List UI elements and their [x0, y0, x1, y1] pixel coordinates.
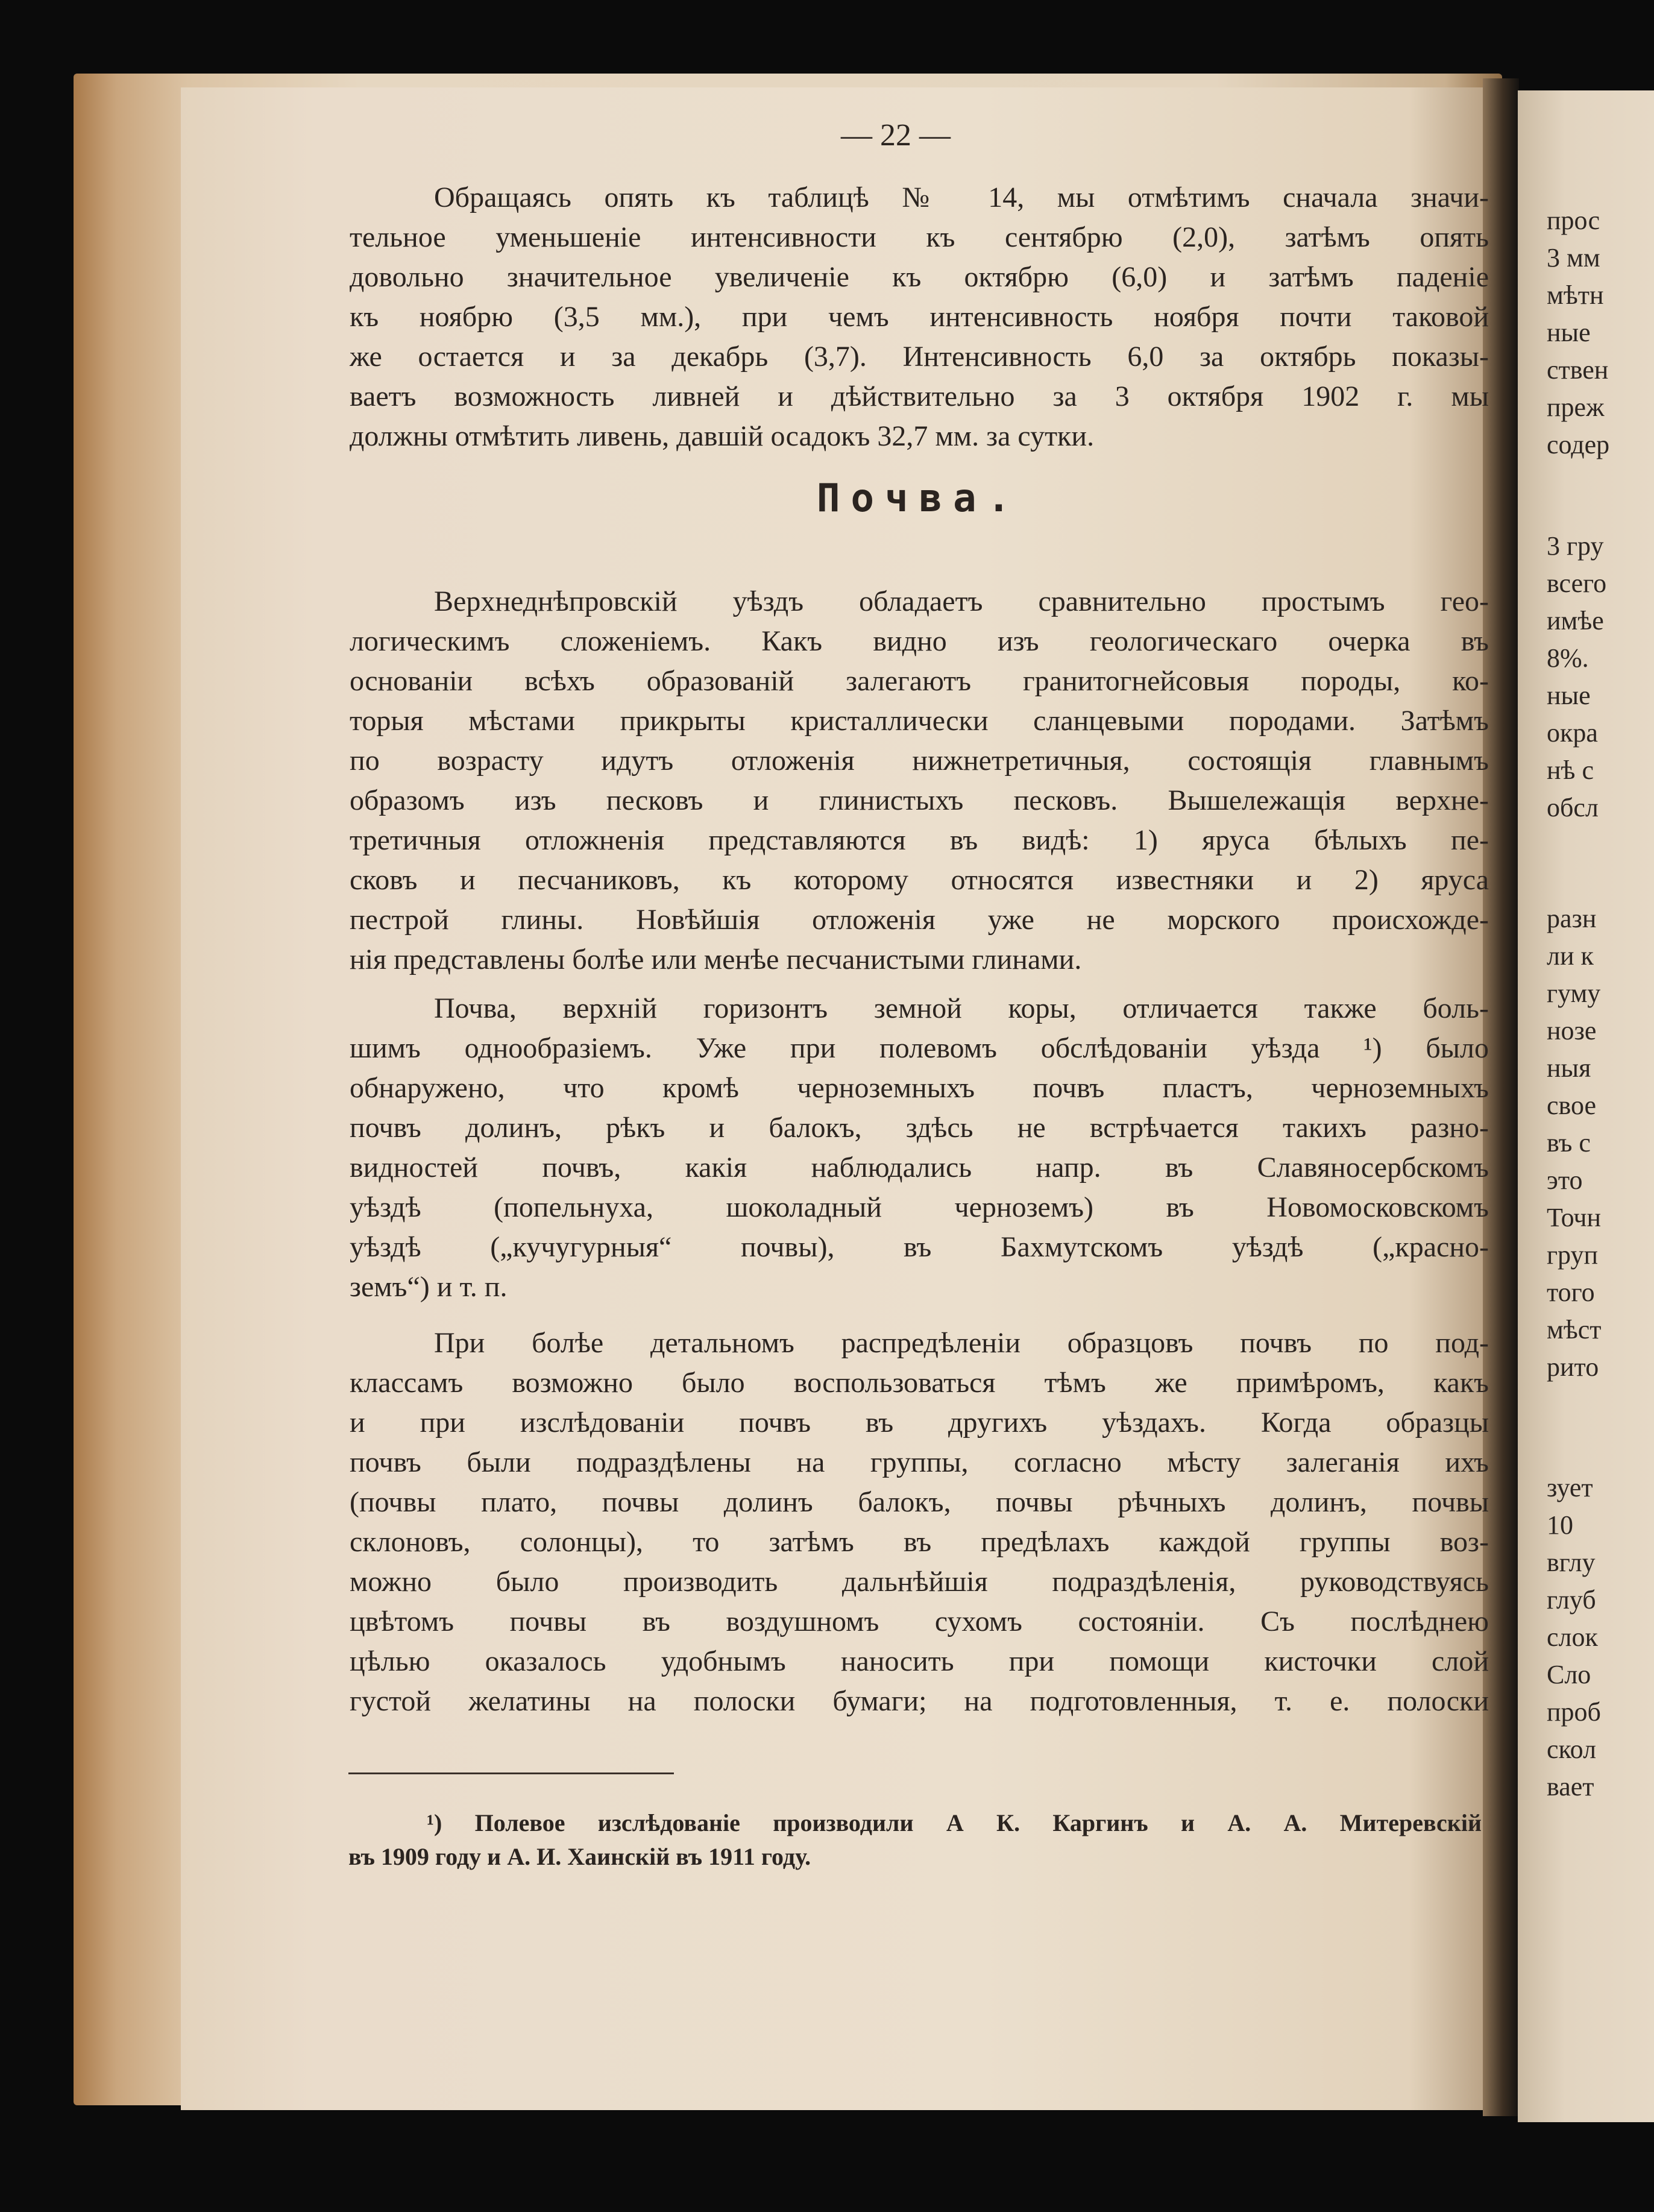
right-page-fragment: Сло	[1547, 1660, 1591, 1689]
right-page-fragment: слок	[1547, 1622, 1598, 1652]
paragraph4-line: цвѣтомъ почвы въ воздушномъ сухомъ состояніи. Съ послѣднею	[350, 1605, 1489, 1637]
paragraph2-line: по возрасту идутъ отложенія нижнетретичныя, состоящія главнымъ	[350, 745, 1489, 777]
paragraph4-line: склоновъ, солонцы), то затѣмъ въ предѣлахъ каждой группы воз-	[350, 1526, 1489, 1558]
right-page-fragment: свое	[1547, 1091, 1597, 1120]
right-page-fragment: ные	[1547, 681, 1591, 710]
paragraph3-line: уѣздѣ („кучугурныя“ почвы), въ Бахмутскомъ уѣздѣ („красно-	[350, 1231, 1489, 1263]
paragraph3-line: обнаружено, что кромѣ черноземныхъ почвъ пластъ, черноземныхъ	[350, 1072, 1489, 1104]
right-page-fragment: ствен	[1547, 355, 1609, 385]
right-page-fragment: нозе	[1547, 1016, 1597, 1045]
right-page-fragment: разн	[1547, 904, 1597, 933]
paragraph1-line: тельное уменьшеніе интенсивности къ сентябрю (2,0), затѣмъ опять	[350, 221, 1489, 253]
section-heading: Почва.	[817, 476, 1022, 521]
right-page-fragment: 8%.	[1547, 643, 1589, 673]
paragraph4-line: классамъ возможно было воспользоваться тѣмъ же примѣромъ, какъ	[350, 1367, 1489, 1399]
paragraph4-line: (почвы плато, почвы долинъ балокъ, почвы рѣчныхъ долинъ, почвы	[350, 1486, 1489, 1518]
right-page-fragment: ныя	[1547, 1053, 1591, 1083]
right-page	[1518, 90, 1654, 2122]
paragraph4-line: густой желатины на полоски бумаги; на подготовленныя, т. е. полоски	[350, 1685, 1489, 1717]
right-page-fragment: рито	[1547, 1352, 1599, 1382]
page-number: — 22 —	[841, 118, 951, 153]
right-page-fragment: прос	[1547, 206, 1600, 235]
paragraph4-line: можно было производить дальнѣйшія подраздѣленія, руководствуясь	[350, 1566, 1489, 1598]
paragraph2-line: образомъ изъ песковъ и глинистыхъ песковъ. Вышележащія верхне-	[350, 784, 1489, 816]
right-page-fragment: 3 гру	[1547, 531, 1604, 561]
paragraph3-line: уѣздѣ (попельнуха, шоколадный черноземъ) въ Новомосковскомъ	[350, 1191, 1489, 1223]
paragraph1-line: ваетъ возможность ливней и дѣйствительно за 3 октября 1902 г. мы	[350, 380, 1489, 412]
right-page-fragment: ные	[1547, 318, 1591, 347]
right-page-fragment: въ с	[1547, 1128, 1591, 1158]
paragraph2-line: Верхнеднѣпровскій уѣздъ обладаетъ сравнительно простымъ гео-	[434, 585, 1489, 617]
paragraph1-line: Обращаясь опять къ таблицѣ № 14, мы отмѣтимъ сначала значи-	[434, 181, 1489, 213]
footnote-line: въ 1909 году и А. И. Хаинскій въ 1911 году.	[348, 1843, 811, 1870]
right-page-fragment: груп	[1547, 1240, 1599, 1270]
paragraph3-line: Почва, верхній горизонтъ земной коры, отличается также боль-	[434, 992, 1489, 1024]
paragraph2-line: нія представлены болѣе или менѣе песчанистыми глинами.	[350, 944, 1082, 975]
paragraph4-line: и при изслѣдованіи почвъ въ другихъ уѣздахъ. Когда образцы	[350, 1407, 1489, 1438]
right-page-fragment: содер	[1547, 430, 1610, 459]
right-page-fragment: вглу	[1547, 1548, 1596, 1577]
paragraph2-line: третичныя отложненія представляются въ видѣ: 1) яруса бѣлыхъ пе-	[350, 824, 1489, 856]
right-page-fragment: того	[1547, 1278, 1595, 1307]
footnote-line: ¹) Полевое изслѣдованіе производили А К. Каргинъ и А. А. Митеревскій	[427, 1809, 1482, 1836]
paragraph1-line: къ ноябрю (3,5 мм.), при чемъ интенсивность ноября почти таковой	[350, 301, 1489, 333]
paragraph3-line: почвъ долинъ, рѣкъ и балокъ, здѣсь не встрѣчается такихъ разно-	[350, 1112, 1489, 1144]
paragraph4-line: почвъ были подраздѣлены на группы, согласно мѣсту залеганія ихъ	[350, 1446, 1489, 1478]
right-page-fragment: ли к	[1547, 941, 1594, 971]
right-page-fragment: 3 мм	[1547, 243, 1600, 273]
right-page-fragment: зует	[1547, 1473, 1593, 1502]
right-page-fragment: вает	[1547, 1772, 1594, 1801]
right-page-fragment: нѣ с	[1547, 755, 1594, 785]
right-page-fragment: глуб	[1547, 1585, 1596, 1615]
right-page-fragment: имѣе	[1547, 606, 1604, 635]
paragraph2-line: основаніи всѣхъ образованій залегаютъ гранитогнейсовыя породы, ко-	[350, 665, 1489, 697]
paragraph4-line: При болѣе детальномъ распредѣленіи образцовъ почвъ по под-	[434, 1327, 1489, 1359]
right-page-fragment: 10	[1547, 1510, 1573, 1540]
right-page-fragment: гуму	[1547, 978, 1601, 1008]
paragraph3-line: шимъ однообразіемъ. Уже при полевомъ обслѣдованіи уѣзда ¹) было	[350, 1032, 1489, 1064]
paragraph1-line: должны отмѣтить ливень, давшій осадокъ 32,7 мм. за сутки.	[350, 420, 1095, 452]
right-page-fragment: проб	[1547, 1697, 1601, 1727]
right-page-fragment: обсл	[1547, 793, 1599, 822]
right-page-fragment: преж	[1547, 392, 1605, 422]
right-page-fragment: всего	[1547, 569, 1607, 598]
paragraph2-line: логическимъ сложеніемъ. Какъ видно изъ геологическаго очерка въ	[350, 625, 1489, 657]
right-page-fragment: мѣст	[1547, 1315, 1602, 1344]
paragraph1-line: довольно значительное увеличеніе къ октябрю (6,0) и затѣмъ паденіе	[350, 261, 1489, 293]
paragraph1-line: же остается и за декабрь (3,7). Интенсивность 6,0 за октябрь показы-	[350, 341, 1489, 373]
paragraph3-line: видностей почвъ, какія наблюдались напр. въ Славяносербскомъ	[350, 1152, 1489, 1183]
right-page-fragment: Точн	[1547, 1203, 1602, 1232]
paragraph3-line: земъ“) и т. п.	[350, 1271, 508, 1303]
right-page-fragment: окра	[1547, 718, 1598, 748]
right-page-fragment: это	[1547, 1165, 1583, 1195]
paragraph2-line: пестрой глины. Новѣйшія отложенія уже не морского происхожде-	[350, 904, 1489, 936]
right-page-fragment: мѣтн	[1547, 280, 1604, 310]
paragraph4-line: цѣлью оказалось удобнымъ наносить при помощи кисточки слой	[350, 1645, 1489, 1677]
paragraph2-line: торыя мѣстами прикрыты кристаллически сланцевыми породами. Затѣмъ	[350, 705, 1489, 737]
footnote-rule	[348, 1772, 674, 1774]
right-page-fragment: скол	[1547, 1735, 1597, 1764]
paragraph2-line: сковъ и песчаниковъ, къ которому относятся известняки и 2) яруса	[350, 864, 1489, 896]
